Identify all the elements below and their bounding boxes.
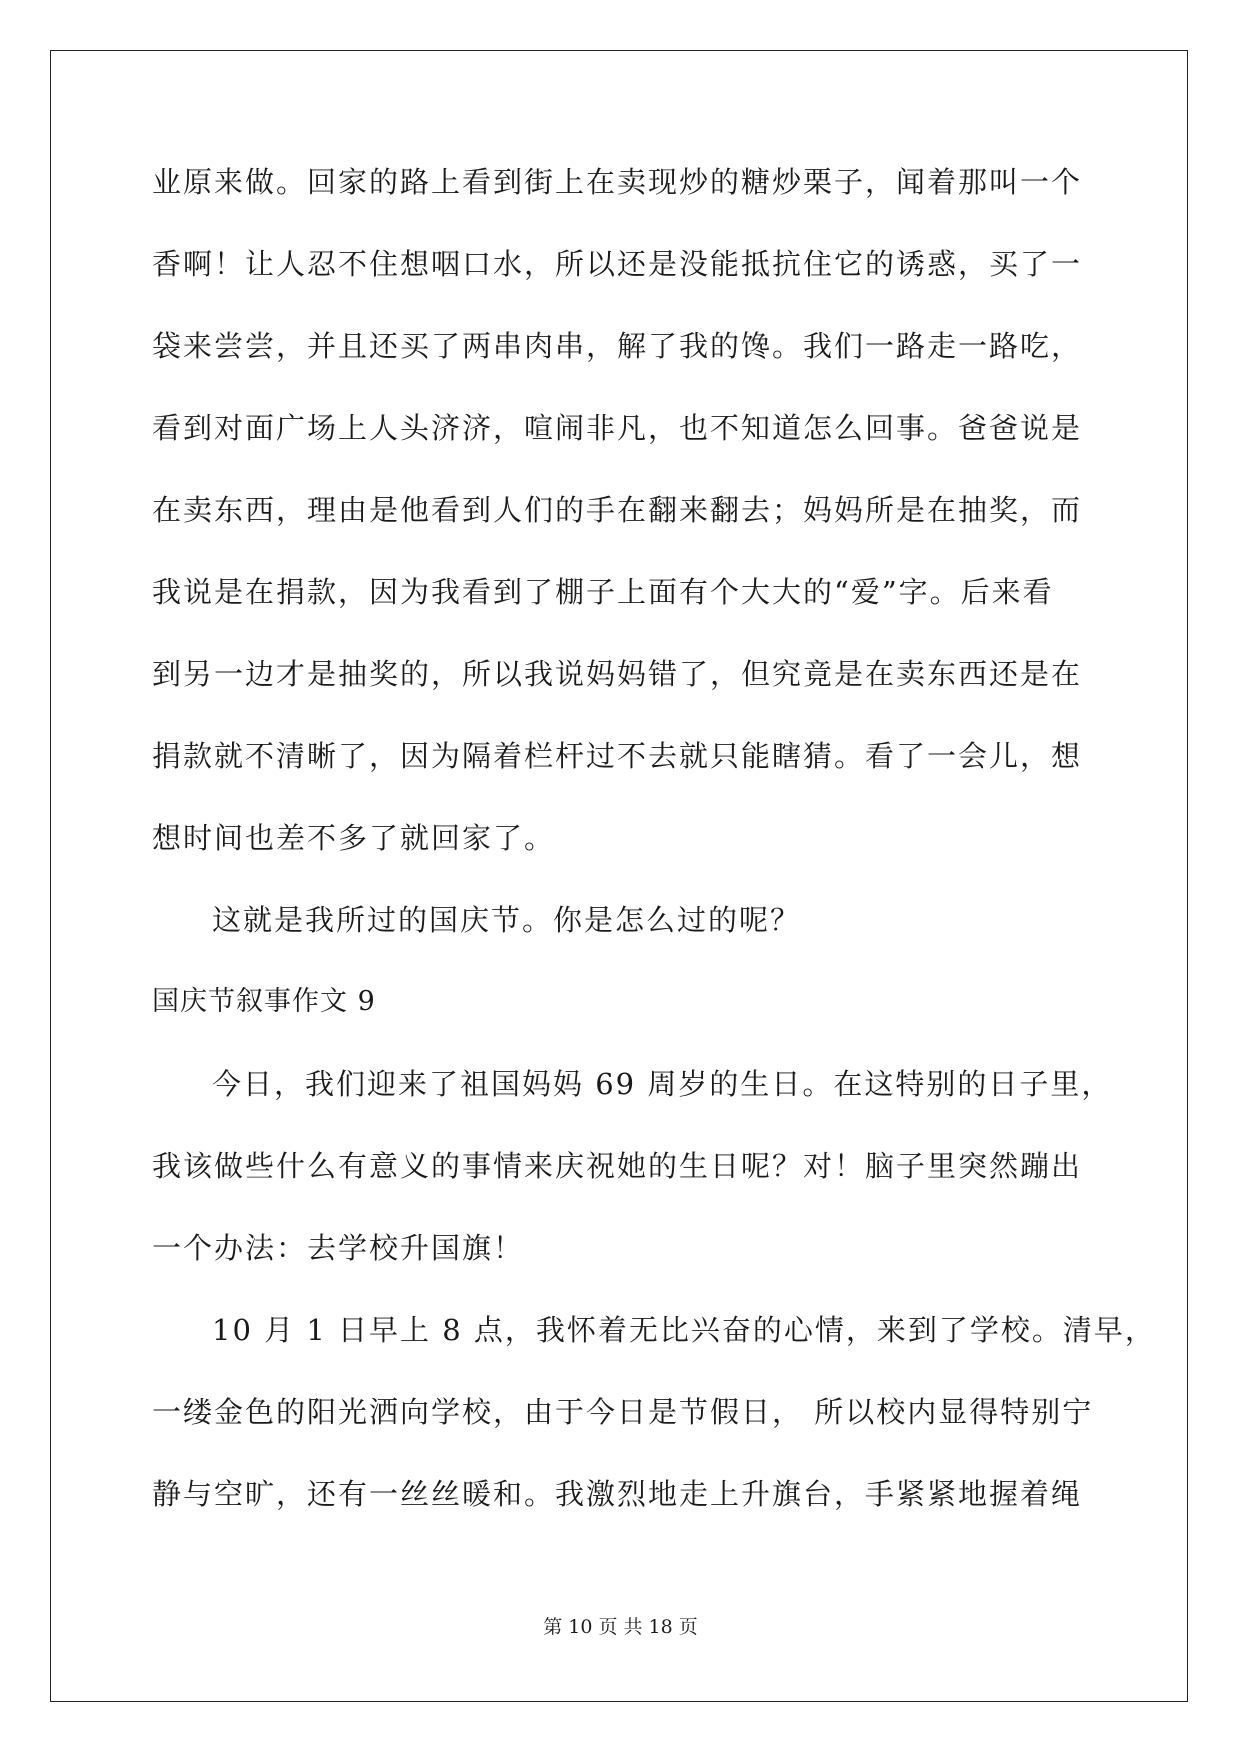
paragraph-line: 静与空旷，还有一丝丝暖和。我激烈地走上升旗台，手紧紧地握着绳 — [152, 1477, 1083, 1511]
paragraph-line: 香啊！让人忍不住想咽口水，所以还是没能抵抗住它的诱惑，买了一 — [152, 247, 1083, 281]
document-body — [152, 160, 1156, 1554]
paragraph-line: 袋来尝尝，并且还买了两串肉串，解了我的馋。我们一路走一路吃， — [152, 329, 1083, 363]
paragraph-line: 10 月 1 日早上 8 点，我怀着无比兴奋的心情，来到了学校。清早， — [212, 1313, 1156, 1347]
paragraph-line: 这就是我所过的国庆节。你是怎么过的呢？ — [212, 903, 802, 937]
paragraph-line: 我说是在捐款，因为我看到了棚子上面有个大大的“爱”字。后来看 — [152, 575, 1054, 609]
paragraph-line: 想时间也差不多了就回家了。 — [152, 821, 556, 855]
paragraph-line: 业原来做。回家的路上看到街上在卖现炒的糖炒栗子，闻着那叫一个 — [152, 165, 1083, 199]
paragraph-line: 到另一边才是抽奖的，所以我说妈妈错了，但究竟是在卖东西还是在 — [152, 657, 1083, 691]
paragraph-line: 看到对面广场上人头济济，喧闹非凡，也不知道怎么回事。爸爸说是 — [152, 411, 1083, 445]
page-number-footer: 第 10 页 共 18 页 — [543, 1616, 698, 1638]
paragraph-line: 一个办法：去学校升国旗！ — [152, 1231, 525, 1265]
paragraph-line: 我该做些什么有意义的事情来庆祝她的生日呢？对！脑子里突然蹦出 — [152, 1149, 1083, 1183]
essay-heading: 国庆节叙事作文 9 — [152, 986, 376, 1017]
paragraph-line: 一缕金色的阳光洒向学校，由于今日是节假日， 所以校内显得特别宁 — [152, 1395, 1094, 1429]
paragraph-line: 在卖东西，理由是他看到人们的手在翻来翻去；妈妈所是在抽奖，而 — [152, 493, 1083, 527]
paragraph-line: 今日，我们迎来了祖国妈妈 69 周岁的生日。在这特别的日子里， — [212, 1067, 1113, 1101]
paragraph-line: 捐款就不清晰了，因为隔着栏杆过不去就只能瞎猜。看了一会儿，想 — [152, 739, 1083, 773]
